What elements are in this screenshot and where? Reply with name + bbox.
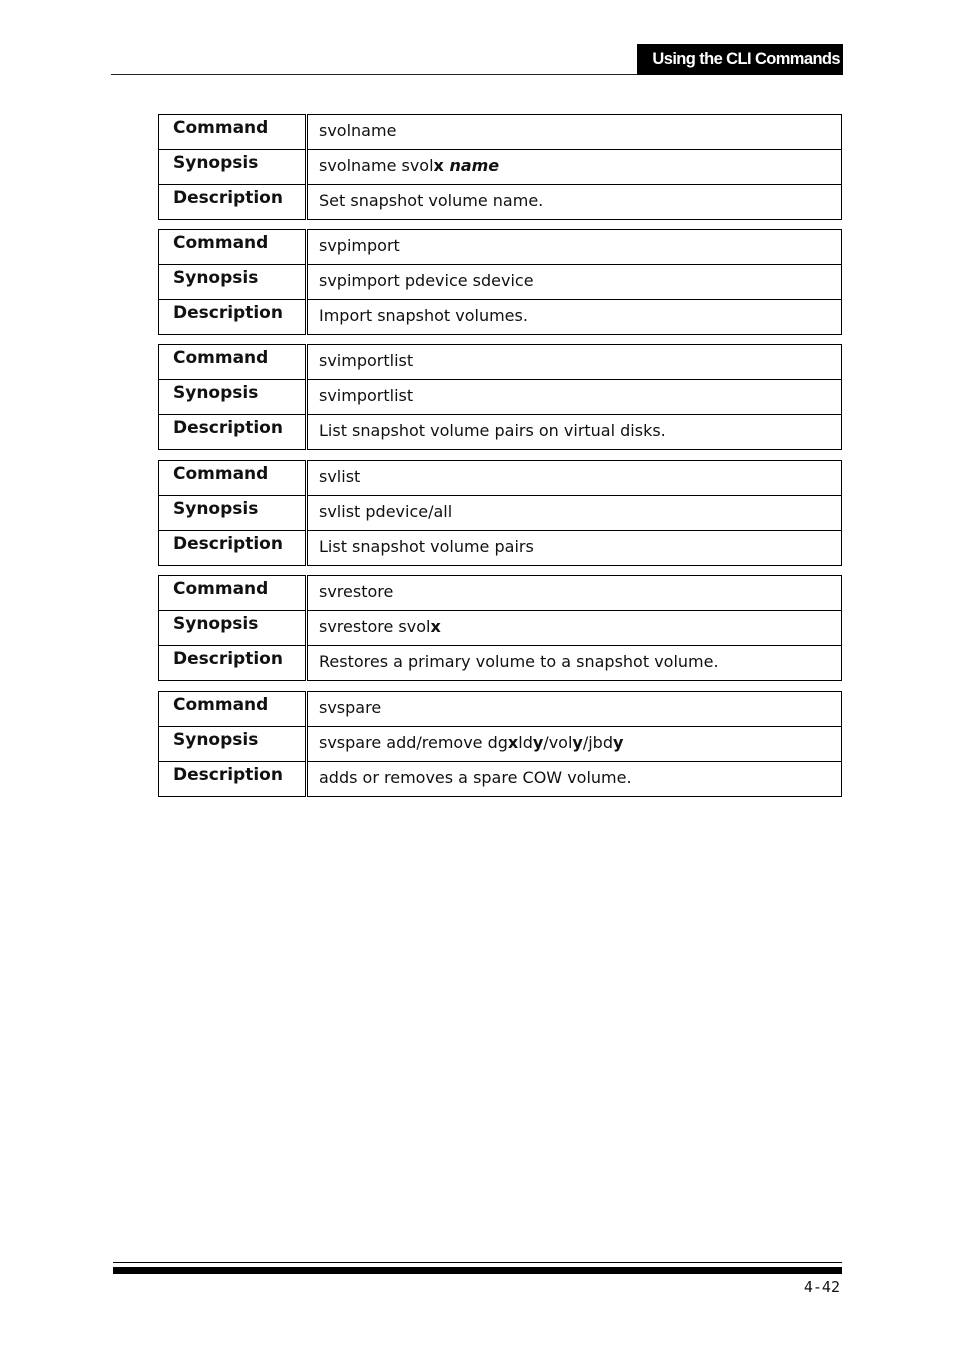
synopsis-row — [159, 496, 842, 531]
command-table-svimportlist — [158, 344, 842, 450]
description-value: Restores a primary volume to a snapshot volume. — [307, 646, 842, 681]
command-value: svspare — [307, 692, 842, 727]
description-value: List snapshot volume pairs on virtual disks. — [307, 415, 842, 450]
command-table-svrestore — [158, 575, 842, 681]
description-label: Description — [159, 762, 307, 797]
synopsis-value: svimportlist — [307, 380, 842, 415]
command-value: svpimport — [307, 230, 842, 265]
command-row — [159, 345, 842, 380]
command-value: svrestore — [307, 576, 842, 611]
synopsis-value: svrestore svolx — [307, 611, 842, 646]
command-table-svlist — [158, 460, 842, 566]
synopsis-label: Synopsis — [159, 265, 307, 300]
synopsis-row — [159, 265, 842, 300]
command-table-svspare — [158, 691, 842, 797]
synopsis-label: Synopsis — [159, 611, 307, 646]
synopsis-label: Synopsis — [159, 496, 307, 531]
command-row — [159, 576, 842, 611]
command-label: Command — [159, 461, 307, 496]
synopsis-value: svpimport pdevice sdevice — [307, 265, 842, 300]
description-label: Description — [159, 415, 307, 450]
command-label: Command — [159, 230, 307, 265]
command-table-svpimport — [158, 229, 842, 335]
command-table-svolname — [158, 114, 842, 220]
command-value: svlist — [307, 461, 842, 496]
section-header: Using the CLI Commands — [637, 44, 843, 75]
synopsis-label: Synopsis — [159, 727, 307, 762]
description-label: Description — [159, 531, 307, 566]
description-value: Import snapshot volumes. — [307, 300, 842, 335]
synopsis-label: Synopsis — [159, 150, 307, 185]
command-value: svimportlist — [307, 345, 842, 380]
command-row — [159, 461, 842, 496]
description-label: Description — [159, 185, 307, 220]
command-label: Command — [159, 345, 307, 380]
description-row — [159, 300, 842, 335]
footer-rule-thin — [113, 1262, 842, 1263]
description-row — [159, 185, 842, 220]
description-value: adds or removes a spare COW volume. — [307, 762, 842, 797]
description-row — [159, 646, 842, 681]
description-label: Description — [159, 300, 307, 335]
command-row — [159, 230, 842, 265]
description-row — [159, 531, 842, 566]
synopsis-label: Synopsis — [159, 380, 307, 415]
synopsis-row — [159, 380, 842, 415]
page-number: 4-42 — [803, 1278, 840, 1296]
command-row — [159, 115, 842, 150]
description-label: Description — [159, 646, 307, 681]
command-label: Command — [159, 692, 307, 727]
synopsis-row — [159, 611, 842, 646]
description-row — [159, 415, 842, 450]
command-label: Command — [159, 115, 307, 150]
footer-rule-thick — [113, 1267, 842, 1274]
description-value: List snapshot volume pairs — [307, 531, 842, 566]
synopsis-row — [159, 727, 842, 762]
synopsis-value: svolname svolx name — [307, 150, 842, 185]
command-row — [159, 692, 842, 727]
synopsis-value: svspare add/remove dgxldy/voly/jbdy — [307, 727, 842, 762]
description-row — [159, 762, 842, 797]
command-label: Command — [159, 576, 307, 611]
synopsis-row — [159, 150, 842, 185]
description-value: Set snapshot volume name. — [307, 185, 842, 220]
synopsis-value: svlist pdevice/all — [307, 496, 842, 531]
command-value: svolname — [307, 115, 842, 150]
